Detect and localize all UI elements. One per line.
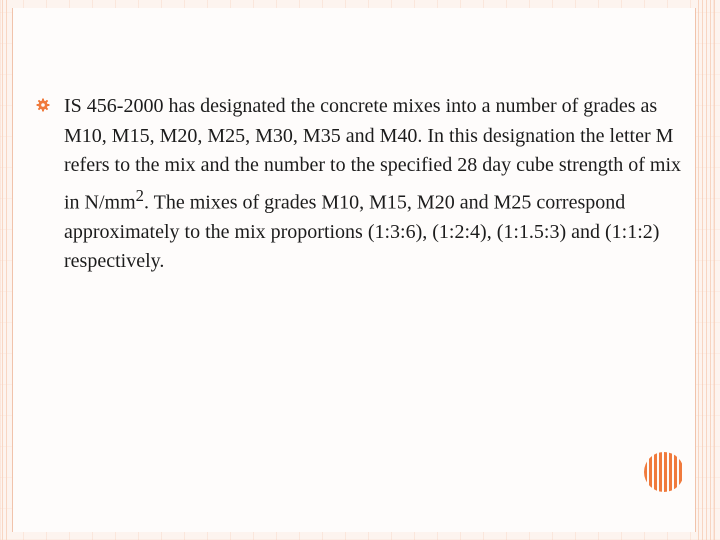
striped-circle-icon (642, 450, 686, 494)
right-stripe-border (698, 0, 716, 540)
superscript-two: 2 (135, 185, 144, 205)
bullet-paragraph (64, 92, 689, 277)
gear-bullet-icon (36, 98, 50, 112)
left-stripe-border (2, 0, 10, 540)
paragraph-text-continued: . The mixes of grades M10, M15, M20 and M25 correspond approximately to the mix proportions (1:3:6), (1:2:4), (1:1.5:3) and (1:1:2) respectively. (64, 191, 660, 273)
paragraph-text: IS 456-2000 has designated the concrete mixes into a number of grades as M10, M15, M20, M25, M30, M35 and M40. In this designation the letter M refers to the mix and the number to the specified 28 day cube strength of mix in N/mm (64, 95, 682, 214)
